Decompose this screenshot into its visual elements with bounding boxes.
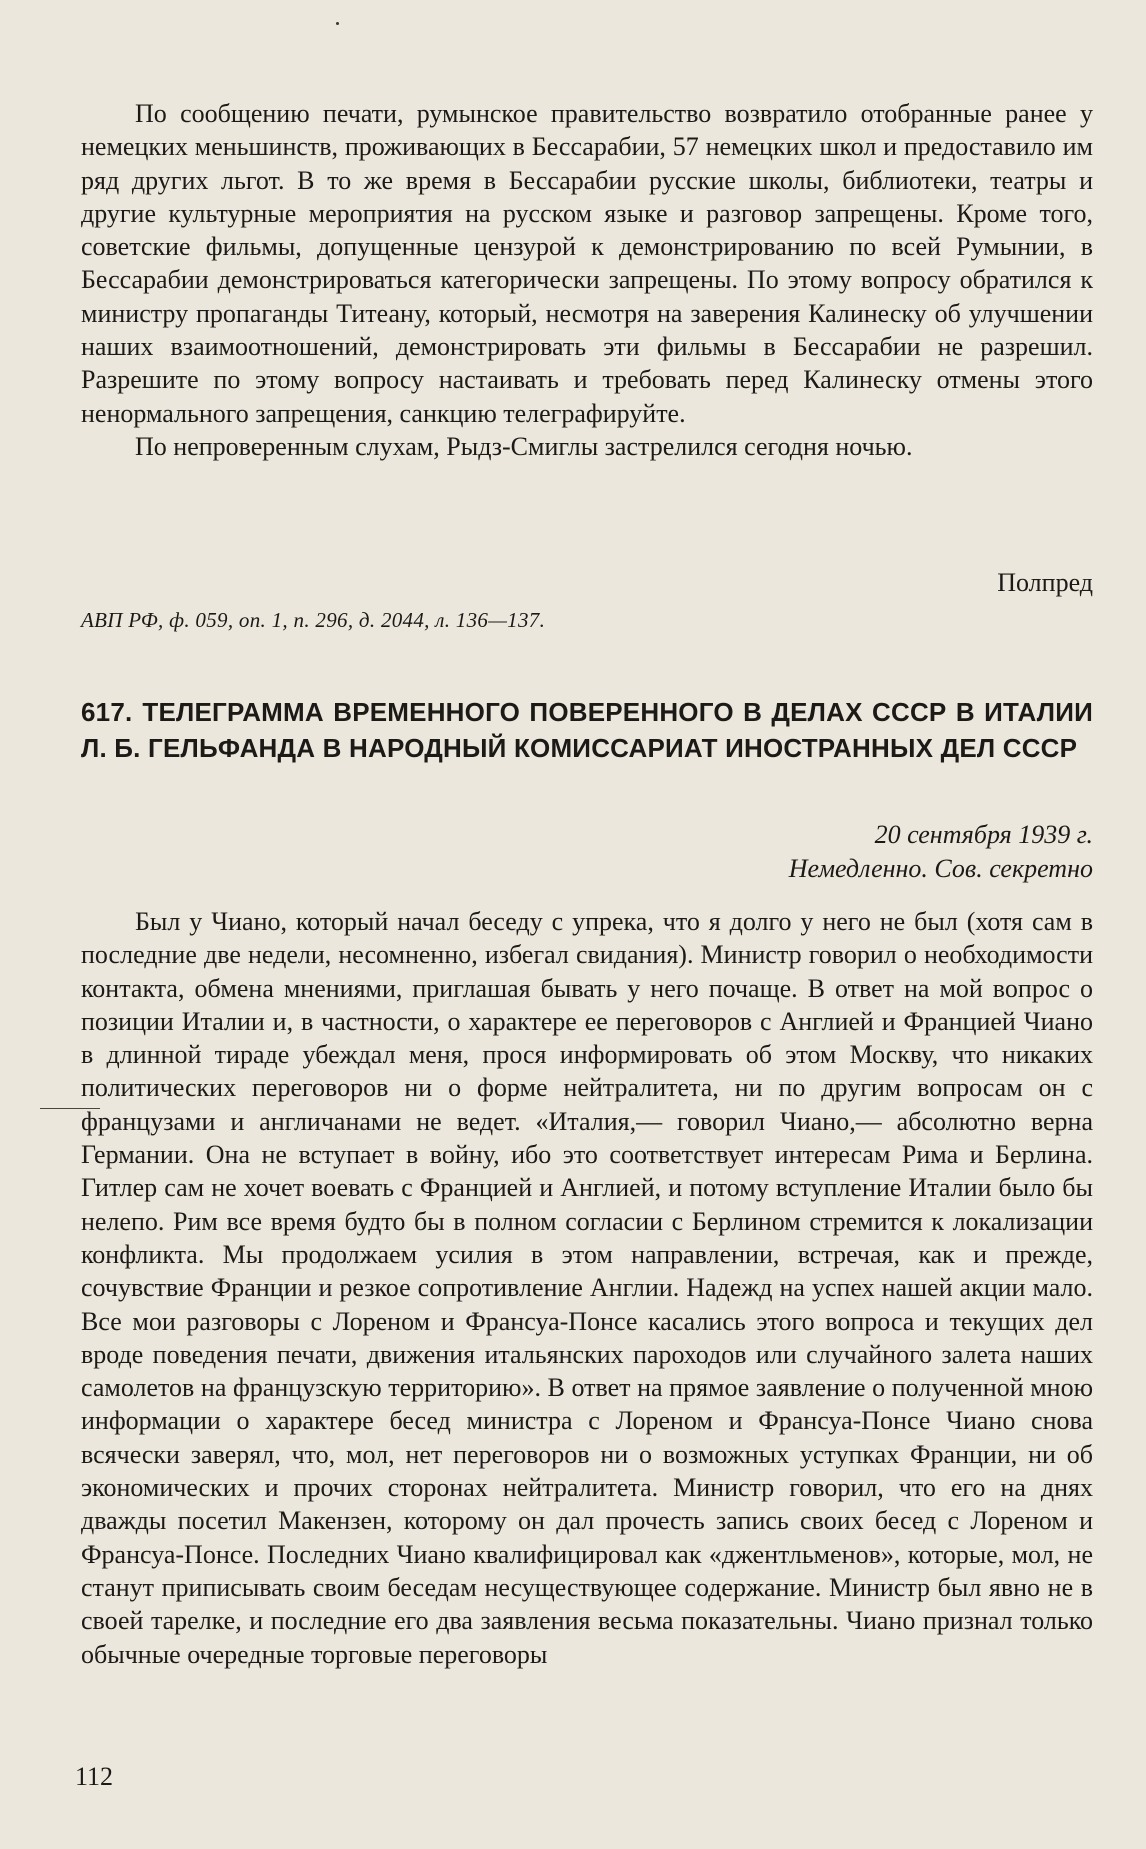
intro-paragraph: По сообщению печати, румынское правительство возвратило отобранные ранее у немецких меньшинств, проживающих в Бессарабии, 57 немецких школ и предоставило им ряд других льгот. В то же время в Бессарабии русские школы, библиотеки, театры и другие культурные мероприятия на русском языке и разговор запрещены. Кроме того, советские фильмы, допущенные цензурой к демонстрированию по всей Румынии, в Бессарабии демонстрироваться категорически запрещены. По этому вопросу обратился к министру пропаганды Титеану, который, несмотря на заверения Калинеску об улучшении наших взаимоотношений, демонстрировать эти фильмы в Бессарабии не разрешил. Разрешите по этому вопросу настаивать и требовать перед Калинеску отмены этого ненормального запрещения, санкцию телеграфируйте.: [81, 99, 1093, 428]
previous-document-ending: [81, 97, 1093, 463]
dateline: [789, 818, 1093, 886]
intro-paragraph: По непроверенным слухам, Рыдз-Смиглы застрелился сегодня ночью.: [135, 431, 913, 461]
document-body: [81, 905, 1093, 1671]
document-classification: Немедленно. Сов. секретно: [788, 854, 1093, 883]
signature: Полпред: [997, 568, 1093, 597]
page-number: 112: [75, 1762, 114, 1791]
archive-reference: АВП РФ, ф. 059, оп. 1, п. 296, д. 2044, л. 136—137.: [81, 608, 546, 632]
document-title: ТЕЛЕГРАММА ВРЕМЕННОГО ПОВЕРЕННОГО В ДЕЛАХ СССР В ИТАЛИИ Л. Б. ГЕЛЬФАНДА В НАРОДНЫЙ КОМИССАРИАТ ИНОСТРАННЫХ ДЕЛ СССР: [81, 697, 1093, 763]
body-paragraph: Был у Чиано, который начал беседу с упрека, что я долго у него не был (хотя сам в последние две недели, несомненно, избегал свидания). Министр говорил о необходимости контакта, обмена мнениями, приглашая бывать у него почаще. В ответ на мой вопрос о позиции Италии и, в частности, о характере ее переговоров с Англией и Францией Чиано в длинной тираде убеждал меня, прося информировать об этом Москву, что никаких политических переговоров ни о форме нейтралитета, ни по другим вопросам он с французами и англичанами не ведет. «Италия,— говорил Чиано,— абсолютно верна Германии. Она не вступает в войну, ибо это соответствует интересам Рима и Берлина. Гитлер сам не хочет воевать с Францией и Англией, и потому вступление Италии было бы нелепо. Рим все время будто бы в полном согласии с Берлином стремится к локализации конфликта. Мы продолжаем усилия в этом направлении, встречая, как и прежде, сочувствие Франции и резкое сопротивление Англии. Надежд на успех нашей акции мало. Все мои разговоры с Лореном и Франсуа-Понсе касались этого вопроса и текущих дел вроде поведения печати, движения итальянских пароходов или случайного залета наших самолетов на французскую территорию». В ответ на прямое заявление о полученной мною информации о характере бесед министра с Лореном и Франсуа-Понсе Чиано снова всячески заверял, что, мол, нет переговоров ни о возможных уступках Франции, ни об экономических и прочих сторонах нейтралитета. Министр говорил, что его на днях дважды посетил Макензен, которому он дал прочесть запись своих бесед с Лореном и Франсуа-Понсе. Последних Чиано квалифицировал как «джентльменов», которые, мол, не станут приписывать своим беседам несуществующее содержание. Министр был явно не в своей тарелке, и последние его два заявления весьма показательны. Чиано признал только обычные очередные торговые переговоры: [81, 907, 1093, 1669]
document-number: 617.: [81, 697, 133, 727]
document-date: 20 сентября 1939 г.: [874, 820, 1093, 849]
print-speck: [336, 22, 339, 25]
document-heading: [81, 694, 1093, 766]
